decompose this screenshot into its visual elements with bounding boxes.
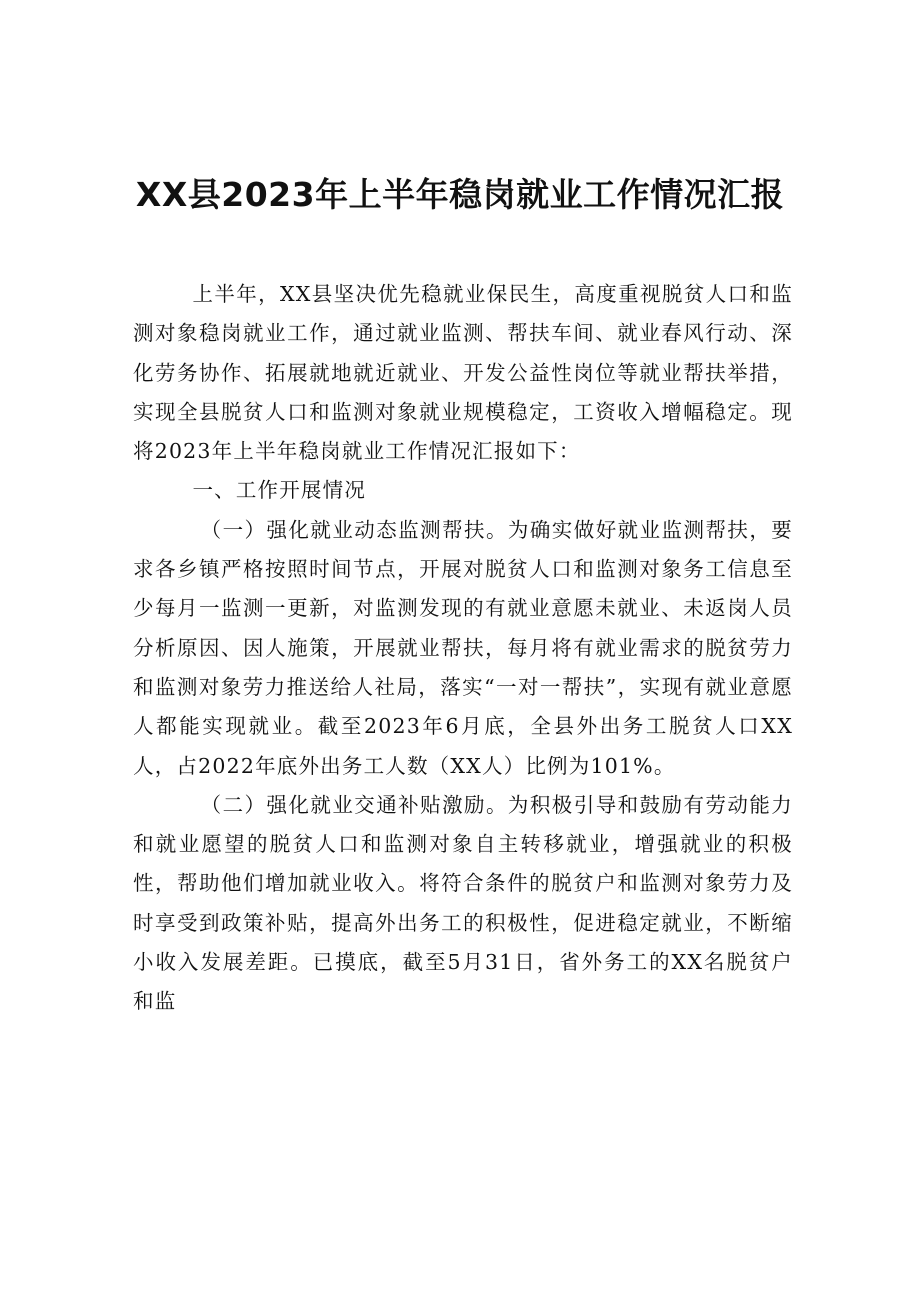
intro-paragraph: 上半年，XX县坚决优先稳就业保民生，高度重视脱贫人口和监测对象稳岗就业工作，通过就业监测、帮扶车间、就业春风行动、深化劳务协作、拓展就地就近就业、开发公益性岗位等就业帮扶举措，实现全县脱贫人口和监测对象就业规模稳定，工资收入增幅稳定。现将2023年上半年稳岗就业工作情况汇报如下： bbox=[133, 282, 793, 464]
document-title: XX县2023年上半年稳岗就业工作情况汇报 bbox=[135, 175, 785, 214]
subsection-paragraph-1: （一）强化就业动态监测帮扶。为确实做好就业监测帮扶，要求各乡镇严格按照时间节点，开展对脱贫人口和监测对象务工信息至少每月一监测一更新，对监测发现的有就业意愿未就业、未返岗人员分析原因、因人施策，开展就业帮扶，每月将有就业需求的脱贫劳力和监测对象劳力推送给人社局，落实“一对一帮扶”，实现有就业意愿人都能实现就业。截至2023年6月底，全县外出务工脱贫人口XX人，占2022年底外出务工人数（XX人）比例为101%。 bbox=[133, 517, 793, 778]
document-body bbox=[133, 275, 793, 1022]
subsection-paragraph-2: （二）强化就业交通补贴激励。为积极引导和鼓励有劳动能力和就业愿望的脱贫人口和监测对象自主转移就业，增强就业的积极性，帮助他们增加就业收入。将符合条件的脱贫户和监测对象劳力及时享受到政策补贴，提高外出务工的积极性，促进稳定就业，不断缩小收入发展差距。已摸底，截至5月31日，省外务工的XX名脱贫户和监 bbox=[133, 792, 793, 1014]
section-heading: 一、工作开展情况 bbox=[192, 478, 367, 503]
